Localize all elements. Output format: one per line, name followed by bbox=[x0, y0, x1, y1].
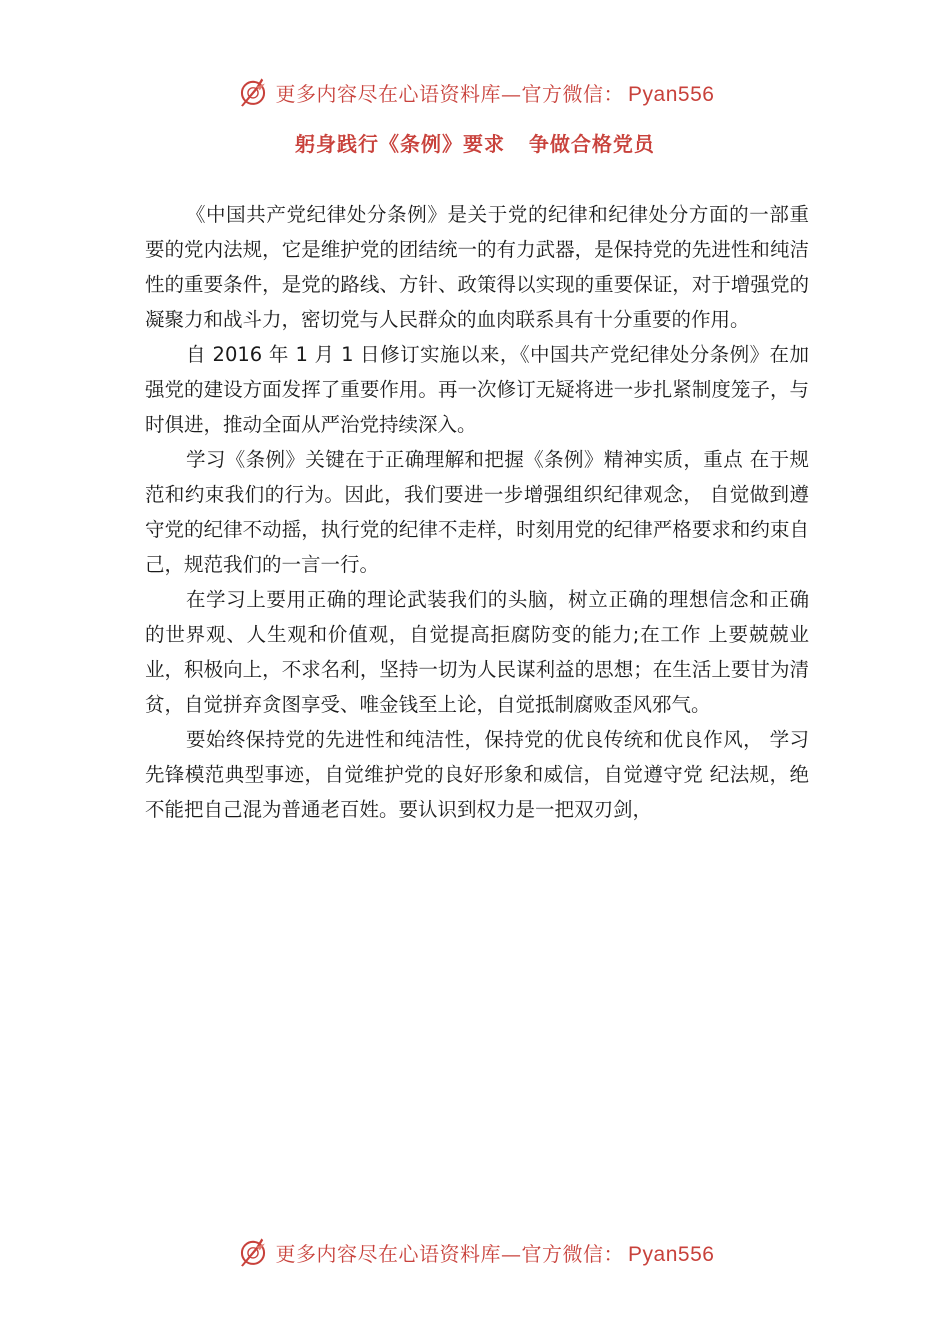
paragraph: 学习《条例》关键在于正确理解和把握《条例》精神实质，重点 在于规范和约束我们的行为。因此，我们要进一步增强组织纪律观念， 自觉做到遵守党的纪律不动摇，执行党的纪律不走样，时刻用党的纪律严格要求和约束自己，规范我们的一言一行。 bbox=[145, 448, 809, 576]
quill-pen-logo-icon bbox=[236, 1235, 270, 1269]
page-title: 躬身践行《条例》要求 争做合格党员 bbox=[295, 132, 655, 156]
paragraph: 《中国共产党纪律处分条例》是关于党的纪律和纪律处分方面的一部重要的党内法规，它是维护党的团结统一的有力武器，是保持党的先进性和纯洁性的重要条件，是党的路线、方针、政策得以实现的重要保证，对于增强党的凝聚力和战斗力，密切党与人民群众的血肉联系具有十分重要的作用。 bbox=[145, 203, 809, 331]
paragraph: 在学习上要用正确的理论武装我们的头脑，树立正确的理想信念和正确的世界观、人生观和价值观，自觉提高拒腐防变的能力;在工作 上要兢兢业业，积极向上，不求名利，坚持一切为人民谋利益的思想；在生活上要甘为清贫，自觉拼弃贪图享受、唯金钱至上论，自觉抵制腐败歪风邪气。 bbox=[145, 588, 809, 716]
document-body bbox=[145, 197, 809, 827]
paragraph: 要始终保持党的先进性和纯洁性，保持党的优良传统和优良作风， 学习先锋模范典型事迹，自觉维护党的良好形象和威信，自觉遵守党 纪法规，绝不能把自己混为普通老百姓。要认识到权力是一把双刃剑， bbox=[145, 728, 809, 821]
header-watermark-text bbox=[276, 78, 715, 107]
header-watermark-label: 更多内容尽在心语资料库—官方微信： bbox=[275, 81, 625, 106]
quill-pen-logo-icon bbox=[236, 75, 270, 109]
footer-watermark-text bbox=[276, 1238, 715, 1267]
header-watermark bbox=[0, 70, 950, 114]
footer-watermark-label: 更多内容尽在心语资料库—官方微信： bbox=[275, 1241, 625, 1266]
paragraph: 自 2016 年 1 月 1 日修订实施以来，《中国共产党纪律处分条例》在加强党的建设方面发挥了重要作用。再一次修订无疑将进一步扎紧制度笼子，与时俱进，推动全面从严治党持续深入。 bbox=[145, 343, 809, 436]
footer-watermark bbox=[0, 1230, 950, 1274]
header-contact: Pyan556 bbox=[628, 82, 715, 106]
footer-contact: Pyan556 bbox=[628, 1242, 715, 1266]
